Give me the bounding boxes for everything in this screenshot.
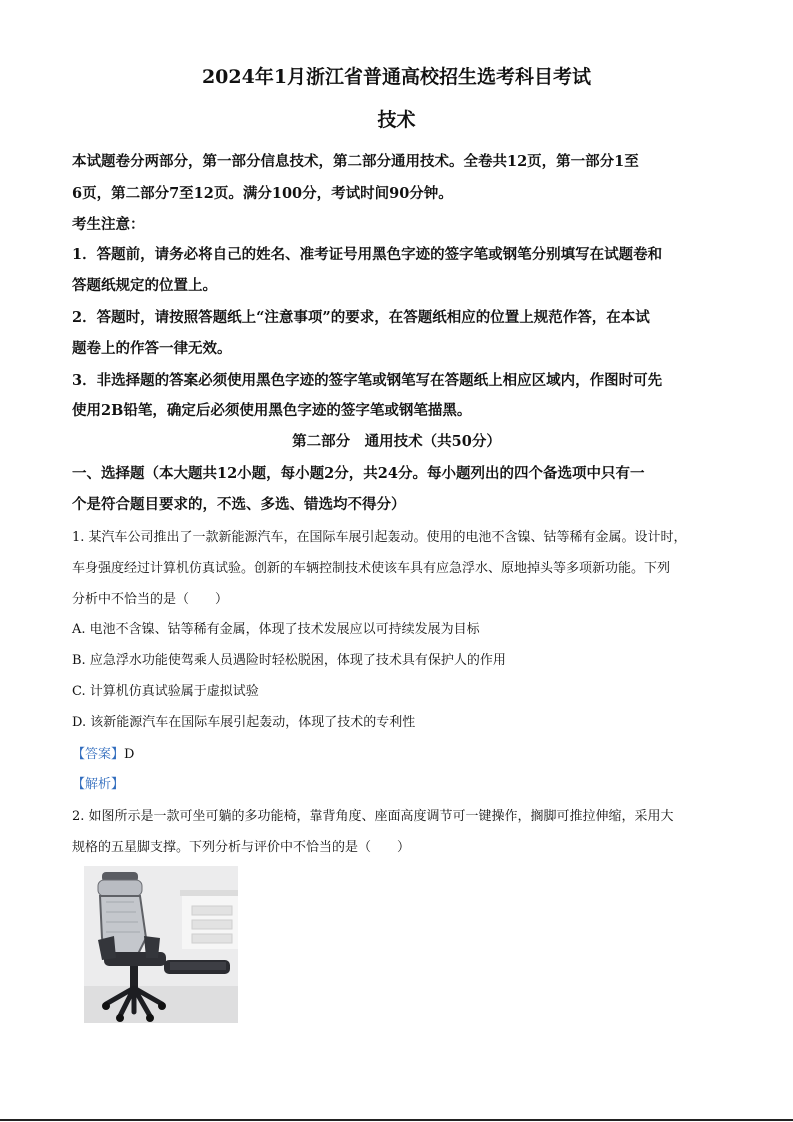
notice-2a: 2．答题时，请按照答题纸上“注意事项”的要求，在答题纸相应的位置上规范作答，在本试 [72, 309, 650, 326]
q1-stem-1: 1. 某汽车公司推出了一款新能源汽车，在国际车展引起轰动。使用的电池不含镍、钴等稀有金属。设计时， [72, 530, 687, 545]
intro-line-2: 6页，第二部分7至12页。满分100分，考试时间90分钟。 [72, 185, 453, 202]
section-instructions-a: 一、选择题（本大题共12小题，每小题2分，共24分。每小题列出的四个备选项中只有一 [72, 465, 645, 482]
q1-option-b: B. 应急浮水功能使驾乘人员遇险时轻松脱困，体现了技术具有保护人的作用 [72, 653, 506, 668]
answer-value: D [124, 747, 135, 762]
section-instructions-b: 个是符合题目要求的，不选、多选、错选均不得分） [72, 496, 406, 513]
notice-1a: 1．答题前，请务必将自己的姓名、准考证号用黑色字迹的签字笔或钢笔分别填写在试题卷和 [72, 246, 663, 263]
q1-answer [72, 743, 134, 762]
q1-stem-3: 分析中不恰当的是（ ） [72, 592, 229, 607]
q1-stem-2: 车身强度经过计算机仿真试验。创新的车辆控制技术使该车具有应急浮水、原地掉头等多项新功能。下列 [72, 561, 671, 576]
q2-stem-1: 2. 如图所示是一款可坐可躺的多功能椅，靠背角度、座面高度调节可一键操作，搁脚可推拉伸缩，采用大 [72, 809, 674, 824]
q2-stem-2: 规格的五星脚支撑。下列分析与评价中不恰当的是（ ） [72, 840, 411, 855]
q1-option-d: D. 该新能源汽车在国际车展引起轰动，体现了技术的专利性 [72, 715, 416, 730]
subject-title: 技术 [377, 109, 416, 131]
exam-title: 2024年1月浙江省普通高校招生选考科目考试 [201, 66, 592, 88]
intro-line-1: 本试题卷分两部分，第一部分信息技术，第二部分通用技术。全卷共12页，第一部分1至 [72, 153, 639, 170]
part2-heading: 第二部分 通用技术（共50分） [292, 433, 501, 450]
q1-option-c: C. 计算机仿真试验属于虚拟试验 [72, 684, 259, 699]
q1-analysis-label: 【解析】 [72, 777, 125, 792]
notice-3a: 3．非选择题的答案必须使用黑色字迹的签字笔或钢笔写在答题纸上相应区域内，作图时可先 [72, 372, 663, 389]
multifunction-chair-photo [84, 866, 238, 1023]
notice-1b: 答题纸规定的位置上。 [72, 277, 217, 294]
answer-label: 【答案】 [72, 747, 125, 762]
chair-illustration [84, 866, 238, 1023]
notice-2b: 题卷上的作答一律无效。 [72, 340, 232, 357]
notice-3b: 使用2B铅笔，确定后必须使用黑色字迹的签字笔或钢笔描黑。 [72, 402, 472, 419]
q1-option-a: A. 电池不含镍、钴等稀有金属，体现了技术发展应以可持续发展为目标 [72, 622, 480, 637]
page-bottom-rule [0, 1119, 793, 1121]
notice-heading: 考生注意： [72, 216, 145, 233]
